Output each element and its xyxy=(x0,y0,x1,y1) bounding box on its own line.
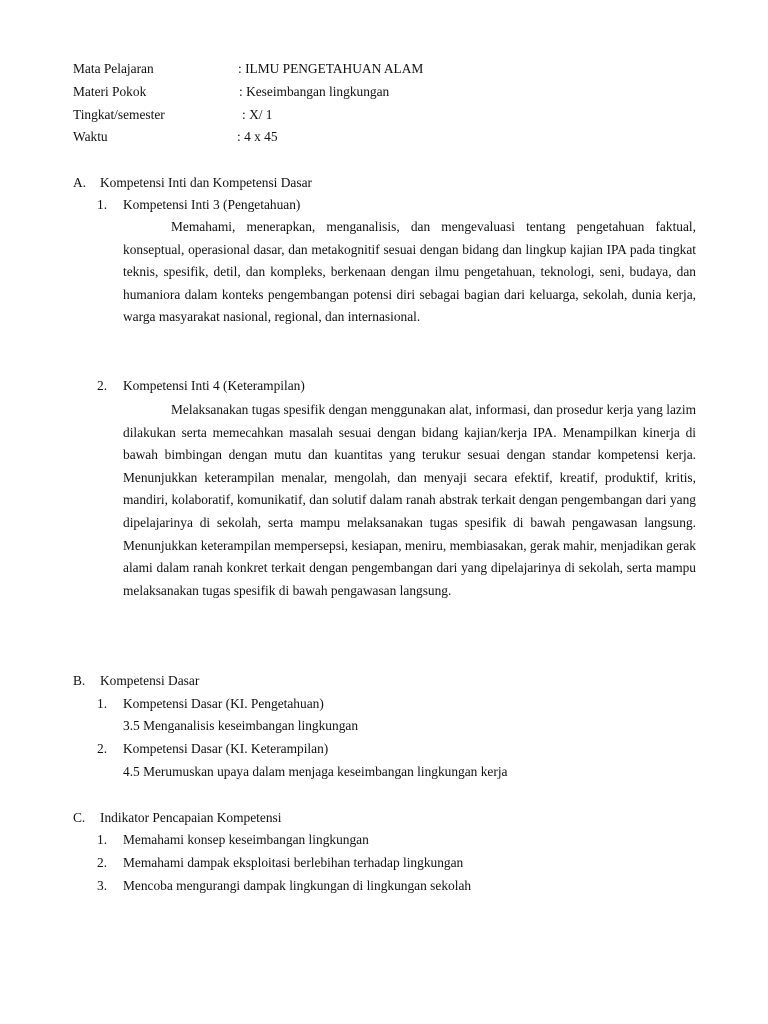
list-number: 3. xyxy=(97,878,108,893)
ki4-title: Kompetensi Inti 4 (Keterampilan) xyxy=(123,378,305,393)
section-title: Kompetensi Inti dan Kompetensi Dasar xyxy=(100,175,312,190)
list-item-text: Memahami dampak eksploitasi berlebihan terhadap lingkungan xyxy=(123,855,464,870)
meta-label: Mata Pelajaran xyxy=(73,61,154,76)
list-number: 2. xyxy=(97,741,108,756)
list-item-text: Mencoba mengurangi dampak lingkungan di lingkungan sekolah xyxy=(123,878,472,893)
meta-value: : ILMU PENGETAHUAN ALAM xyxy=(238,61,424,76)
kd2-item: 4.5 Merumuskan upaya dalam menjaga keseimbangan lingkungan kerja xyxy=(123,764,508,779)
meta-label: Tingkat/semester xyxy=(73,107,165,122)
ki3-paragraph: Memahami, menerapkan, menganalisis, dan mengevaluasi tentang pengetahuan faktual, konseptual, operasional dasar, dan metakognitif sesuai dengan bidang dan lingkup kajian IPA pada tingkat teknis, spesifik, detil, dan kompleks, berkenaan dengan ilmu pengetahuan, teknologi, seni, budaya, dan humaniora dalam konteks pengembangan potensi diri sebagai bagian dari keluarga, sekolah, dunia kerja, warga masyarakat nasional, regional, dan internasional. xyxy=(123,219,696,325)
list-number: 1. xyxy=(97,197,108,212)
meta-label: Materi Pokok xyxy=(73,84,147,99)
list-number: 1. xyxy=(97,832,108,847)
list-number: 2. xyxy=(97,855,108,870)
meta-label: Waktu xyxy=(73,129,108,144)
meta-value: : X/ 1 xyxy=(242,107,273,122)
section-letter: A. xyxy=(73,175,87,190)
ki3-title: Kompetensi Inti 3 (Pengetahuan) xyxy=(123,197,301,212)
ki4-paragraph: Melaksanakan tugas spesifik dengan menggunakan alat, informasi, dan prosedur kerja yang lazim dilakukan serta memecahkan masalah sesuai dengan bidang kajian/kerja IPA. Menampilkan kinerja di bawah bimbingan dengan mutu dan kuantitas yang terukur sesuai dengan standar kompetensi kerja. Menunjukkan keterampilan menalar, mengolah, dan menyaji secara efektif, kreatif, produktif, kritis, mandiri, kolaboratif, komunikatif, dan solutif dalam ranah abstrak terkait dengan pengembangan dari yang dipelajarinya di sekolah, serta mampu melaksanakan tugas spesifik di bawah pengawasan langsung. Menunjukkan keterampilan mempersepsi, kesiapan, meniru, membiasakan, gerak mahir, menjadikan gerak alami dalam ranah konkret terkait dengan pengembangan dari yang dipelajarinya di sekolah, serta mampu melaksanakan tugas spesifik di bawah pengawasan langsung. xyxy=(123,402,696,598)
section-letter: B. xyxy=(73,673,86,688)
kd1-title: Kompetensi Dasar (KI. Pengetahuan) xyxy=(123,696,324,711)
kd1-item: 3.5 Menganalisis keseimbangan lingkungan xyxy=(123,718,359,733)
meta-value: : Keseimbangan lingkungan xyxy=(239,84,390,99)
section-title: Kompetensi Dasar xyxy=(100,673,200,688)
list-number: 2. xyxy=(97,378,108,393)
section-title: Indikator Pencapaian Kompetensi xyxy=(100,810,282,825)
meta-value: : 4 x 45 xyxy=(237,129,278,144)
list-item-text: Memahami konsep keseimbangan lingkungan xyxy=(123,832,369,847)
kd2-title: Kompetensi Dasar (KI. Keterampilan) xyxy=(123,741,329,756)
list-number: 1. xyxy=(97,696,108,711)
section-letter: C. xyxy=(73,810,86,825)
